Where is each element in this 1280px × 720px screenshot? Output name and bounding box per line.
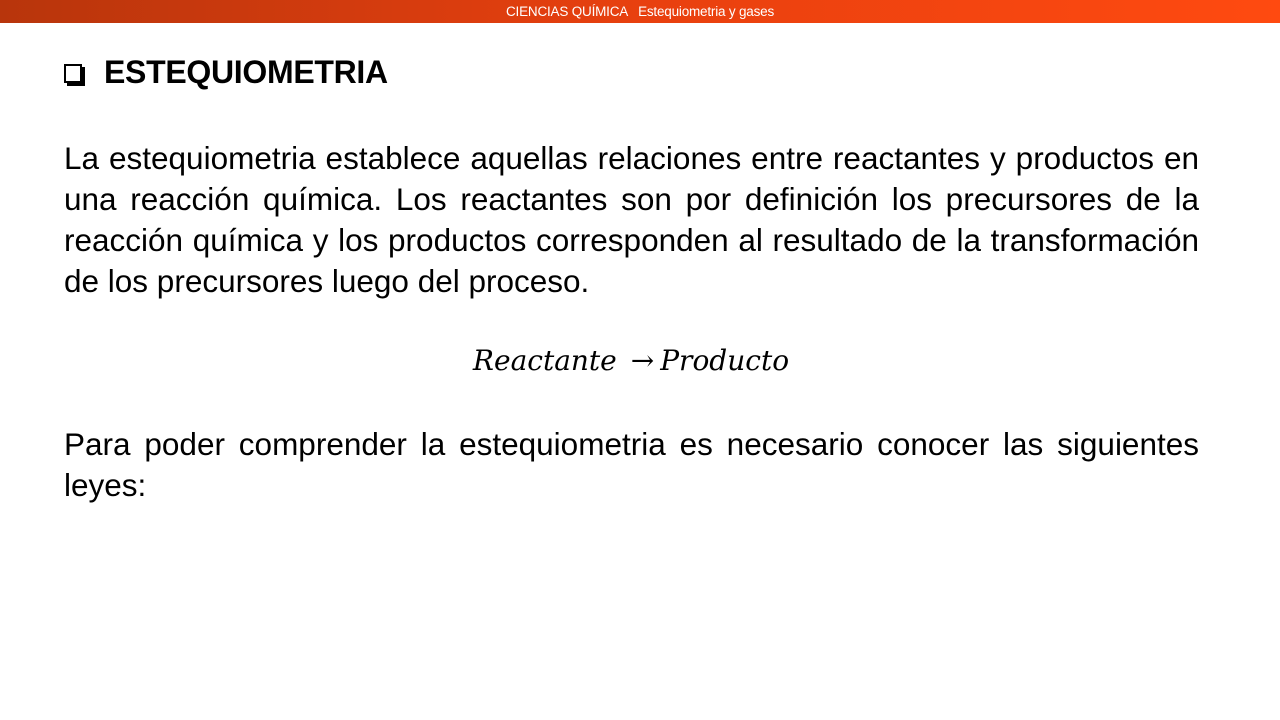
header-bar <box>0 0 1280 23</box>
reaction-equation <box>0 344 1262 377</box>
arrow-icon: → <box>630 344 655 377</box>
header-text <box>506 4 774 19</box>
section-heading <box>64 54 388 91</box>
section-title: ESTEQUIOMETRIA <box>104 54 388 90</box>
laws-paragraph: Para poder comprender la estequiometria es necesario conocer las siguientes leyes: <box>64 426 1199 503</box>
equation-reactant: Reactante <box>472 344 617 377</box>
header-subject: CIENCIAS QUÍMICA <box>506 4 629 19</box>
checkbox-bullet-icon <box>64 64 82 83</box>
header-topic: Estequiometria y gases <box>638 4 774 19</box>
intro-paragraph: La estequiometria establece aquellas relaciones entre reactantes y productos en una reacción química. Los reactantes son por definición los precursores de la reacción química y los productos corresponden al resultado de la transformación de los precursores luego del proceso. <box>64 140 1199 299</box>
equation-product: Producto <box>660 344 790 377</box>
